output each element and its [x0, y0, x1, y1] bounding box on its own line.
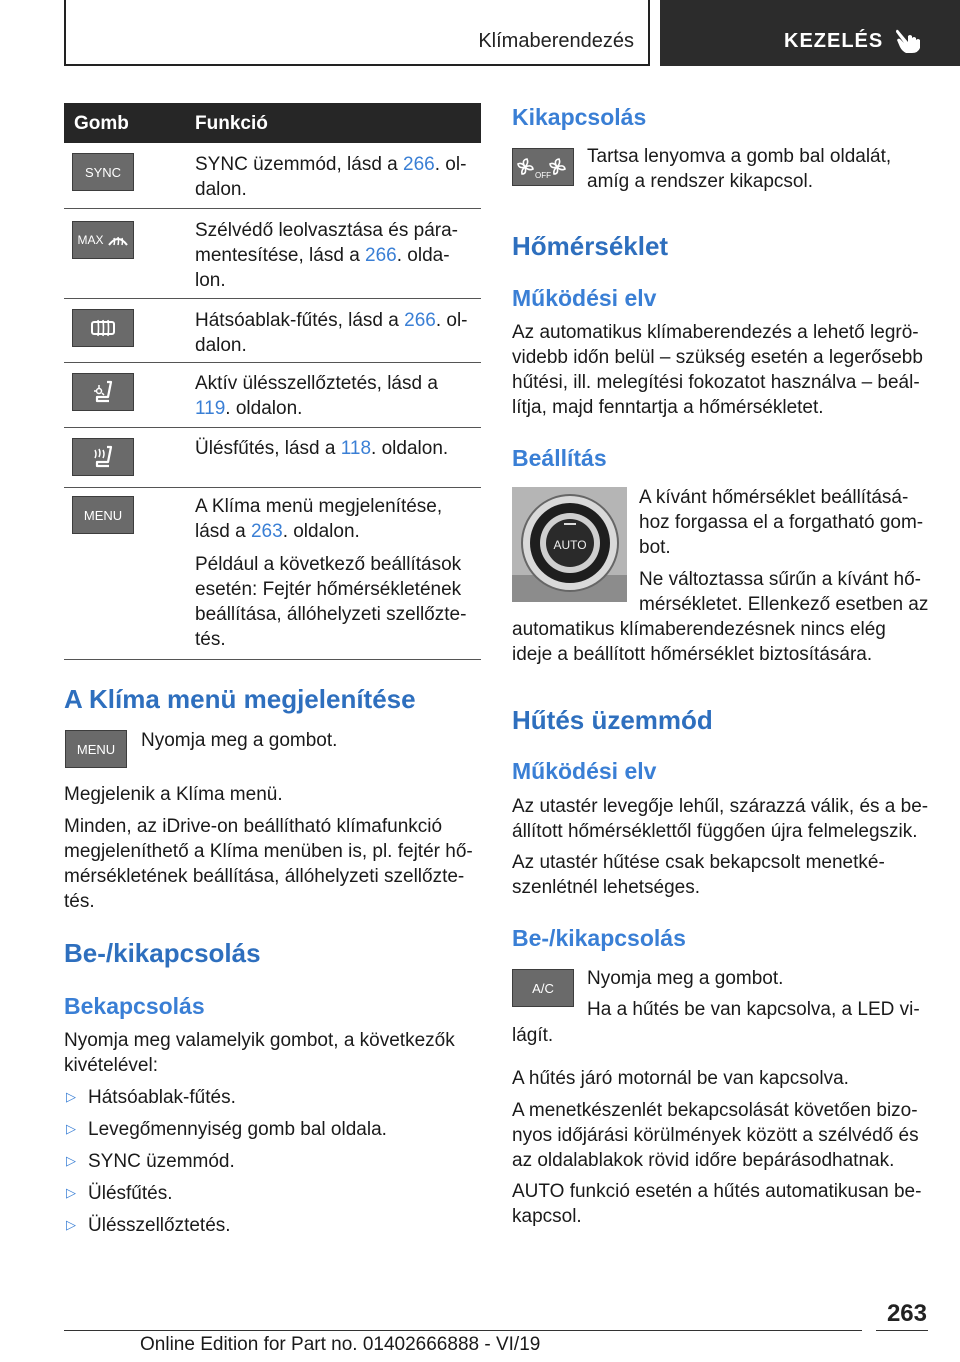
- table-row-text: A Klíma menü megjelenítése, lásd a 263. oldalon.: [195, 496, 443, 542]
- setting-text-1: A kívánt hőmérséklet beállításá-hoz forgassa el a forgatható gom-bot.: [639, 487, 924, 558]
- seat-ventilation-button-icon: [72, 373, 134, 411]
- on-off-heading: Be-/kikapcsolás: [64, 938, 261, 968]
- page-ref-link[interactable]: 263: [250, 521, 283, 542]
- left-column: [64, 103, 481, 660]
- seat-heating-button-icon: [72, 438, 134, 476]
- switch-on-heading: Bekapcsolás: [64, 993, 205, 1019]
- fan-off-icon: [515, 152, 571, 182]
- seat-heating-icon: [89, 444, 117, 470]
- windshield-defrost-icon: [107, 231, 129, 249]
- function-table-header: [64, 103, 481, 143]
- page-ref-link[interactable]: 266: [365, 245, 397, 266]
- table-row: [64, 209, 481, 299]
- table-row: [64, 488, 481, 660]
- temperature-knob-image: [512, 487, 627, 602]
- rear-window-heating-button-icon: [72, 309, 134, 347]
- fan-button-icon: [512, 148, 574, 186]
- header-chapter-title: KEZELÉS: [784, 30, 884, 52]
- footer-divider: [876, 1330, 928, 1331]
- switch-off-heading: Kikapcsolás: [512, 104, 647, 130]
- table-row-text: Szélvédő leolvasztása és pára-mentesítése, lásd a 266. olda-lon.: [195, 220, 458, 291]
- list-item: ▷ Hátsóablak-fűtés.: [66, 1087, 236, 1109]
- setting-text-2b: automatikus klímaberendezésnek nincs elég ideje a beállított hőmérséklet biztosítására.: [512, 619, 886, 665]
- list-item: ▷ Levegőmennyiség gomb bal oldala.: [66, 1119, 387, 1141]
- footer-edition: Online Edition for Part no. 01402666888 - VI/19: [140, 1334, 541, 1355]
- cooling-principle-text: Az utastér levegője lehűl, szárazzá válik, és a be-állított hőmérséklettől függően újra felmelegszik.: [512, 796, 929, 842]
- page-ref-link[interactable]: 118: [340, 438, 372, 459]
- ac-led-text-b: lágít.: [512, 1025, 554, 1046]
- page-ref-link[interactable]: 119: [195, 398, 226, 419]
- list-item: ▷ SYNC üzemmód.: [66, 1151, 235, 1173]
- table-row: [64, 363, 481, 428]
- cooling-on-off-heading: Be-/kikapcsolás: [512, 925, 686, 951]
- cooling-principle-heading: Működési elv: [512, 758, 657, 784]
- menu-instruction: Nyomja meg a gombot.: [141, 730, 338, 751]
- menu-paragraph-2: Minden, az iDrive-on beállítható klímafunkció megjeleníthető a Klíma menüben is, pl. fejtér hő-mérsékletének beállítása, állóhelyzeti szellőzte-tés.: [64, 816, 473, 912]
- switch-on-text: Nyomja meg valamelyik gombot, a következők kivételével:: [64, 1030, 455, 1076]
- seat-ventilation-icon: [89, 379, 117, 405]
- page-ref-link[interactable]: 266: [404, 310, 436, 331]
- hand-pointer-icon: [894, 26, 924, 54]
- col-header-function: Funkció: [195, 113, 268, 134]
- menu-heading: A Klíma menü megjelenítése: [64, 684, 416, 714]
- list-item: ▷ Ülésfűtés.: [66, 1183, 172, 1205]
- header-chapter-box: [660, 0, 960, 66]
- table-row-text: Hátsóablak-fűtés, lásd a 266. ol-dalon.: [195, 310, 468, 356]
- page-ref-link[interactable]: 266: [403, 154, 435, 175]
- table-row-extra-text: Például a következő beállítások esetén: Fejtér hőmérsékletének beállítása, állóhelyzeti szellőzte-tés.: [195, 554, 467, 650]
- ac-button-icon: A/C: [512, 969, 574, 1007]
- menu-paragraph-1: Megjelenik a Klíma menü.: [64, 784, 283, 805]
- cooling-paragraph-3: A hűtés járó motornál be van kapcsolva.: [512, 1068, 849, 1089]
- table-row-text: Ülésfűtés, lásd a 118. oldalon.: [195, 438, 449, 459]
- max-defrost-button-icon: MAX: [72, 221, 134, 259]
- page-number: 263: [886, 1300, 927, 1327]
- cooling-paragraph-2: Az utastér hűtése csak bekapcsolt menetké-szenlétnél lehetséges.: [512, 852, 885, 898]
- table-row-text: SYNC üzemmód, lásd a 266. ol-dalon.: [195, 154, 467, 200]
- table-row-text: Aktív ülésszellőztetés, lásd a 119. oldalon.: [195, 373, 438, 419]
- svg-text:OFF: OFF: [535, 171, 551, 180]
- menu-button-icon: MENU: [72, 496, 134, 534]
- setting-text-2a: Ne változtassa sűrűn a kívánt hő-mérsékletet. Ellenkező esetben az: [639, 569, 929, 615]
- knob-auto-label: AUTO: [553, 538, 587, 552]
- principle-heading: Működési elv: [512, 285, 657, 311]
- list-item: ▷ Ülésszellőztetés.: [66, 1215, 231, 1237]
- footer-divider: [64, 1330, 862, 1331]
- table-row: [64, 143, 481, 209]
- ac-led-text-a: Ha a hűtés be van kapcsolva, a LED vi-: [587, 999, 920, 1020]
- sync-button-icon: SYNC: [72, 153, 134, 191]
- setting-heading: Beállítás: [512, 445, 607, 471]
- principle-text: Az automatikus klímaberendezés a lehető legrö-videbb időn belül – szükség esetén a legerősebb hűtési, ill. melegítési fokozatot használva – beál-lítja, majd fenntartja a hőmérsékletet.: [512, 322, 923, 418]
- table-row: [64, 299, 481, 363]
- cooling-paragraph-5: AUTO funkció esetén a hűtés automatikusan be-kapcsol.: [512, 1181, 922, 1227]
- header-section-box: [64, 0, 650, 66]
- temperature-heading: Hőmérséklet: [512, 231, 669, 261]
- menu-button-icon: MENU: [65, 730, 127, 768]
- col-header-button: Gomb: [74, 113, 129, 134]
- table-row: [64, 428, 481, 488]
- ac-instruction: Nyomja meg a gombot.: [587, 968, 784, 989]
- cooling-mode-heading: Hűtés üzemmód: [512, 705, 713, 735]
- cooling-paragraph-4: A menetkészenlét bekapcsolását követően bizo-nyos időjárási körülmények között a szélvédő és az oldalablakok rövid időre bepárásodhatnak.: [512, 1100, 919, 1171]
- switch-off-text: Tartsa lenyomva a gomb bal oldalát, amíg a rendszer kikapcsol.: [587, 146, 892, 192]
- rear-window-heating-icon: [89, 318, 117, 338]
- header-section-title: Klímaberendezés: [478, 30, 634, 52]
